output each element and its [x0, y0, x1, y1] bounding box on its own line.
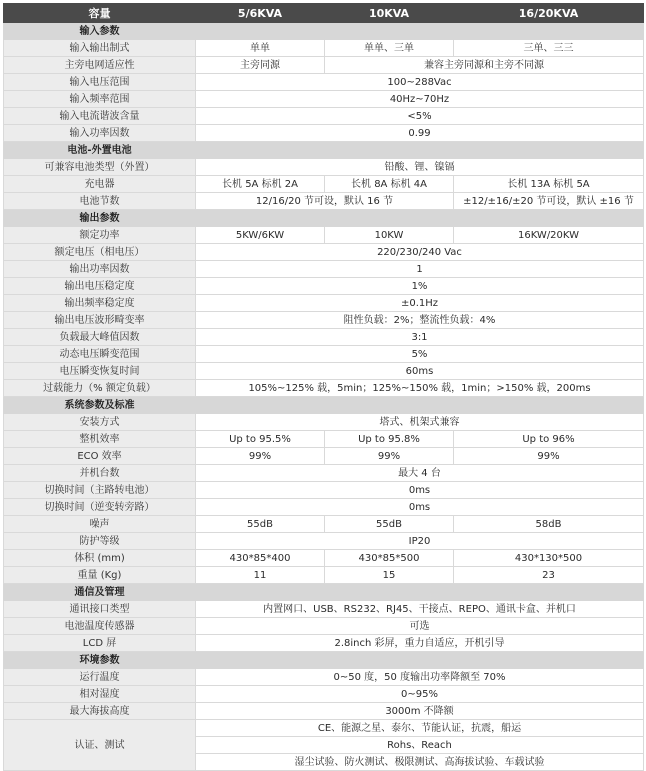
cell-value: 5KW/6KW [196, 227, 325, 244]
cell-value: 长机 5A 标机 2A [196, 176, 325, 193]
cell-value: 0~95% [196, 686, 644, 703]
table-row [4, 125, 644, 142]
row-label: 输出频率稳定度 [4, 295, 196, 312]
table-row [4, 431, 644, 448]
cell-value: 3:1 [196, 329, 644, 346]
row-label: 体积 (mm) [4, 550, 196, 567]
spec-table [3, 3, 644, 771]
section-output [4, 210, 644, 227]
row-label: 输出功率因数 [4, 261, 196, 278]
capacity-col-5-6kva: 5/6KVA [196, 4, 325, 23]
cell-value: 5% [196, 346, 644, 363]
table-row [4, 295, 644, 312]
row-label: 切换时间（逆变转旁路） [4, 499, 196, 516]
table-row [4, 193, 644, 210]
table-row [4, 159, 644, 176]
table-row [4, 635, 644, 652]
table-row [4, 465, 644, 482]
row-label: 输出电压稳定度 [4, 278, 196, 295]
table-row [4, 567, 644, 584]
row-label: 运行温度 [4, 669, 196, 686]
cell-value: 0~50 度，50 度输出功率降额至 70% [196, 669, 644, 686]
section-title: 通信及管理 [4, 584, 196, 601]
section-title: 输入参数 [4, 23, 196, 40]
row-label: 充电器 [4, 176, 196, 193]
cell-value: 58dB [454, 516, 644, 533]
row-label: 电压瞬变恢复时间 [4, 363, 196, 380]
table-row [4, 516, 644, 533]
table-row [4, 703, 644, 720]
cell-value: 99% [454, 448, 644, 465]
cell-value: 兼容主旁同源和主旁不同源 [325, 57, 644, 74]
cell-value: CE、能源之星、泰尔、节能认证，抗震，船运 [196, 720, 644, 737]
table-row [4, 91, 644, 108]
cell-value: 单单、三单 [325, 40, 454, 57]
row-label: 重量 (Kg) [4, 567, 196, 584]
row-label: 防护等级 [4, 533, 196, 550]
table-row [4, 533, 644, 550]
cell-value: Up to 96% [454, 431, 644, 448]
row-label: 动态电压瞬变范围 [4, 346, 196, 363]
table-row [4, 108, 644, 125]
row-label: LCD 屏 [4, 635, 196, 652]
row-label: 主旁电网适应性 [4, 57, 196, 74]
cell-value: 220/230/240 Vac [196, 244, 644, 261]
cell-value: 最大 4 台 [196, 465, 644, 482]
row-label: 相对湿度 [4, 686, 196, 703]
cell-value: 塔式、机架式兼容 [196, 414, 644, 431]
row-label: 可兼容电池类型（外置） [4, 159, 196, 176]
row-label: 输入电流谐波含量 [4, 108, 196, 125]
cell-value: 430*130*500 [454, 550, 644, 567]
cell-value: Rohs、Reach [196, 737, 644, 754]
cell-value: 15 [325, 567, 454, 584]
row-label: 输入电压范围 [4, 74, 196, 91]
table-row [4, 74, 644, 91]
cell-value: 单单 [196, 40, 325, 57]
row-label: 通讯接口类型 [4, 601, 196, 618]
row-label: 整机效率 [4, 431, 196, 448]
cell-value: 430*85*500 [325, 550, 454, 567]
table-row [4, 380, 644, 397]
row-label: 输出电压波形畸变率 [4, 312, 196, 329]
cell-value: 60ms [196, 363, 644, 380]
cell-value: ±0.1Hz [196, 295, 644, 312]
cell-value: 1 [196, 261, 644, 278]
table-row [4, 669, 644, 686]
table-row [4, 227, 644, 244]
cell-value: 湿尘试验、防火测试、极限测试、高海拔试验、车载试验 [196, 754, 644, 771]
row-label: 电池温度传感器 [4, 618, 196, 635]
row-label: 电池节数 [4, 193, 196, 210]
row-label: 输入功率因数 [4, 125, 196, 142]
capacity-label: 容量 [4, 4, 196, 23]
cell-value: Up to 95.5% [196, 431, 325, 448]
table-row [4, 57, 644, 74]
cell-value: 12/16/20 节可设，默认 16 节 [196, 193, 454, 210]
section-input [4, 23, 644, 40]
capacity-col-16-20kva: 16/20KVA [454, 4, 644, 23]
cell-value: 0ms [196, 482, 644, 499]
cell-value: 长机 8A 标机 4A [325, 176, 454, 193]
row-label: 输入频率范围 [4, 91, 196, 108]
cell-value: 铅酸、锂、镍镉 [196, 159, 644, 176]
row-label: 输入输出制式 [4, 40, 196, 57]
row-label: 负载最大峰值因数 [4, 329, 196, 346]
section-title: 系统参数及标准 [4, 397, 196, 414]
cell-value: 三单、三三 [454, 40, 644, 57]
section-communication [4, 584, 644, 601]
cell-value: 99% [325, 448, 454, 465]
table-row [4, 176, 644, 193]
table-row [4, 550, 644, 567]
table-row [4, 278, 644, 295]
row-label: 并机台数 [4, 465, 196, 482]
row-label: 噪声 [4, 516, 196, 533]
cell-value: 23 [454, 567, 644, 584]
row-label: 切换时间（主路转电池） [4, 482, 196, 499]
cell-value: 主旁同源 [196, 57, 325, 74]
row-label: 额定电压（相电压） [4, 244, 196, 261]
table-row [4, 312, 644, 329]
cell-value: 11 [196, 567, 325, 584]
cell-value: <5% [196, 108, 644, 125]
cell-value: 55dB [325, 516, 454, 533]
table-row [4, 244, 644, 261]
cell-value: 16KW/20KW [454, 227, 644, 244]
section-environment [4, 652, 644, 669]
cell-value: 40Hz~70Hz [196, 91, 644, 108]
row-label: ECO 效率 [4, 448, 196, 465]
section-title: 电池-外置电池 [4, 142, 196, 159]
cell-value: 55dB [196, 516, 325, 533]
table-row [4, 448, 644, 465]
cell-value: ±12/±16/±20 节可设，默认 ±16 节 [454, 193, 644, 210]
table-row [4, 618, 644, 635]
cell-value: 0ms [196, 499, 644, 516]
section-title: 环境参数 [4, 652, 196, 669]
cell-value: 430*85*400 [196, 550, 325, 567]
row-label: 安装方式 [4, 414, 196, 431]
row-label: 额定功率 [4, 227, 196, 244]
cell-value: 100~288Vac [196, 74, 644, 91]
cell-value: 105%~125% 载，5min；125%~150% 载，1min；>150% 载，200ms [196, 380, 644, 397]
cell-value: 0.99 [196, 125, 644, 142]
table-row [4, 482, 644, 499]
row-label: 过载能力（% 额定负载） [4, 380, 196, 397]
table-row [4, 363, 644, 380]
table-row [4, 40, 644, 57]
table-row [4, 720, 644, 737]
table-row [4, 499, 644, 516]
row-label: 认证、测试 [4, 720, 196, 771]
cell-value: 长机 13A 标机 5A [454, 176, 644, 193]
cell-value: Up to 95.8% [325, 431, 454, 448]
cell-value: 2.8inch 彩屏，重力自适应，开机引导 [196, 635, 644, 652]
cell-value: 内置网口、USB、RS232、RJ45、干接点、REPO、通讯卡盒、并机口 [196, 601, 644, 618]
cell-value: 99% [196, 448, 325, 465]
cell-value: 10KW [325, 227, 454, 244]
table-row [4, 414, 644, 431]
table-row [4, 329, 644, 346]
table-row [4, 261, 644, 278]
section-title: 输出参数 [4, 210, 196, 227]
cell-value: 阻性负载：2%；整流性负载：4% [196, 312, 644, 329]
cell-value: 可选 [196, 618, 644, 635]
cell-value: 1% [196, 278, 644, 295]
table-row [4, 686, 644, 703]
capacity-col-10kva: 10KVA [325, 4, 454, 23]
cell-value: IP20 [196, 533, 644, 550]
table-row [4, 346, 644, 363]
capacity-header-row [4, 4, 644, 23]
table-row [4, 601, 644, 618]
cell-value: 3000m 不降额 [196, 703, 644, 720]
section-system [4, 397, 644, 414]
section-battery [4, 142, 644, 159]
row-label: 最大海拔高度 [4, 703, 196, 720]
